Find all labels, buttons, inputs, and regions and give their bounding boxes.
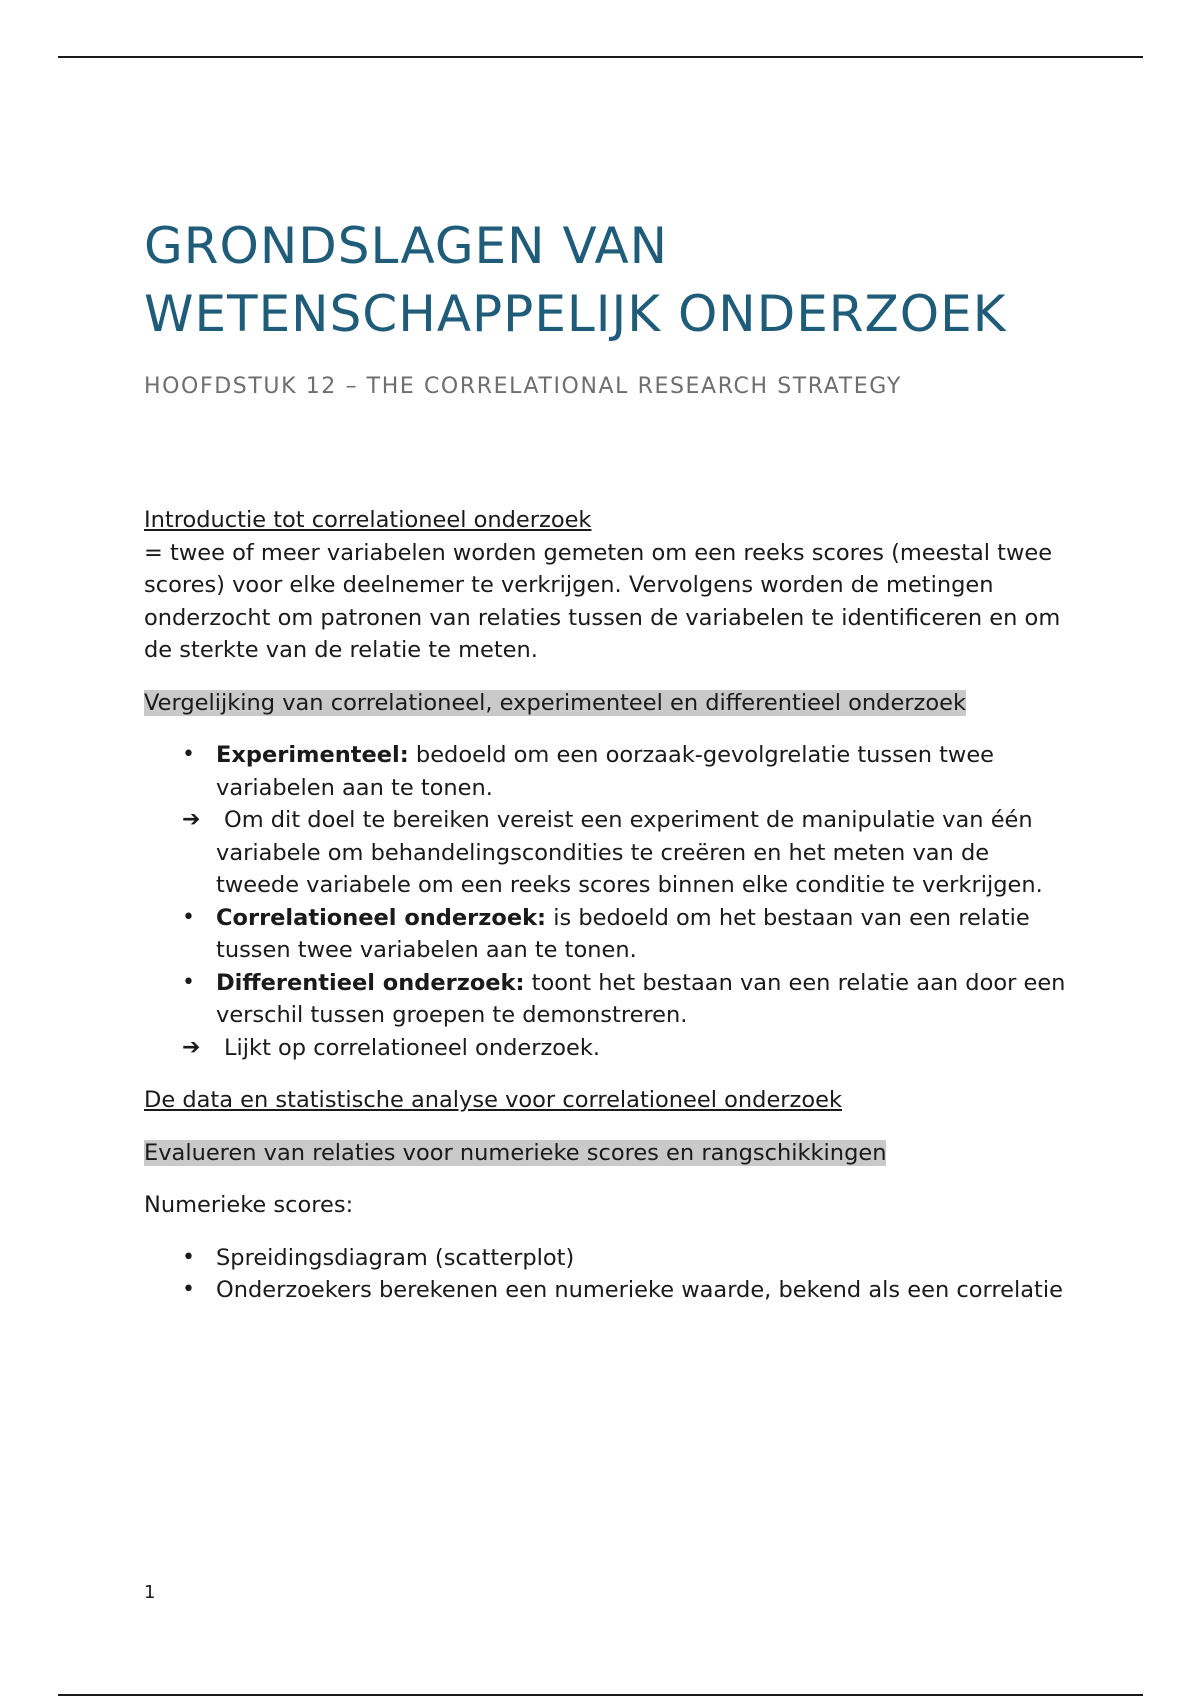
list-item-text: toont het bestaan van een relatie aan door een verschil tussen groepen te demonstreren.: [216, 969, 1066, 1028]
page-number: 1: [144, 1582, 156, 1603]
arrow-right-icon: ➔: [182, 807, 201, 832]
list-item-text: Spreidingsdiagram (scatterplot): [216, 1244, 575, 1271]
section-heading-vergelijking-wrap: [144, 687, 1074, 720]
list-item: [144, 902, 1074, 967]
list-item-text: is bedoeld om het bestaan van een relatie tussen twee variabelen aan te tonen.: [216, 904, 1030, 963]
bullet-icon: •: [182, 904, 195, 930]
list-item-term: Experimenteel:: [216, 742, 409, 768]
document-title: [144, 212, 1124, 348]
bullet-icon: •: [182, 1277, 195, 1302]
section-heading-evalueren-wrap: [144, 1137, 1074, 1170]
list-item: [144, 1242, 1074, 1275]
list-item-text: Lijkt op correlationeel onderzoek.: [224, 1034, 601, 1061]
list-item-term: Correlationeel onderzoek:: [216, 904, 547, 931]
bullet-icon: •: [182, 742, 195, 767]
list-item-text: bedoeld om een oorzaak-gevolgrelatie tussen twee variabelen aan te tonen.: [216, 742, 995, 801]
document-title-line-1: GRONDSLAGEN VAN: [144, 217, 669, 275]
section-heading-data-analyse: De data en statistische analyse voor correlationeel onderzoek: [144, 1087, 842, 1113]
document-title-line-2: WETENSCHAPPELIJK ONDERZOEK: [144, 285, 1007, 343]
numerieke-scores-label: Numerieke scores:: [144, 1192, 354, 1218]
list-item: [144, 739, 1074, 804]
numerieke-scores-list: [144, 1242, 1074, 1307]
list-item-text: Onderzoekers berekenen een numerieke waarde, bekend als een correlatie: [216, 1277, 1063, 1303]
list-item: [144, 1032, 1074, 1065]
bottom-rule: [58, 1694, 1143, 1696]
list-item: [144, 804, 1074, 902]
list-item-term: Differentieel onderzoek:: [216, 969, 525, 996]
list-item-text: Om dit doel te bereiken vereist een experiment de manipulatie van één variabele om behandelingscondities te creëren en het meten van de tweede variabele om een reeks scores binnen elke conditie te verkrijgen.: [216, 807, 1043, 898]
intro-paragraph: = twee of meer variabelen worden gemeten om een reeks scores (meestal twee scores) voor elke deelnemer te verkrijgen. Vervolgens worden de metingen onderzocht om patronen van relaties tussen de variabelen te identificeren en om de sterkte van de relatie te meten.: [144, 539, 1061, 663]
document-subtitle: HOOFDSTUK 12 – THE CORRELATIONAL RESEARCH STRATEGY: [144, 374, 902, 399]
comparison-list: [144, 739, 1074, 1064]
bullet-icon: •: [182, 1244, 195, 1270]
document-body: [144, 504, 1074, 1307]
top-rule: [58, 56, 1143, 58]
section-heading-vergelijking: Vergelijking van correlationeel, experimenteel en differentieel onderzoek: [144, 689, 967, 716]
section-heading-introductie: Introductie tot correlationeel onderzoek: [144, 507, 592, 533]
bullet-icon: •: [182, 969, 195, 995]
list-item: [144, 1274, 1074, 1307]
arrow-right-icon: ➔: [182, 1034, 201, 1060]
section-heading-evalueren: Evalueren van relaties voor numerieke scores en rangschikkingen: [144, 1139, 887, 1166]
list-item: [144, 967, 1074, 1032]
